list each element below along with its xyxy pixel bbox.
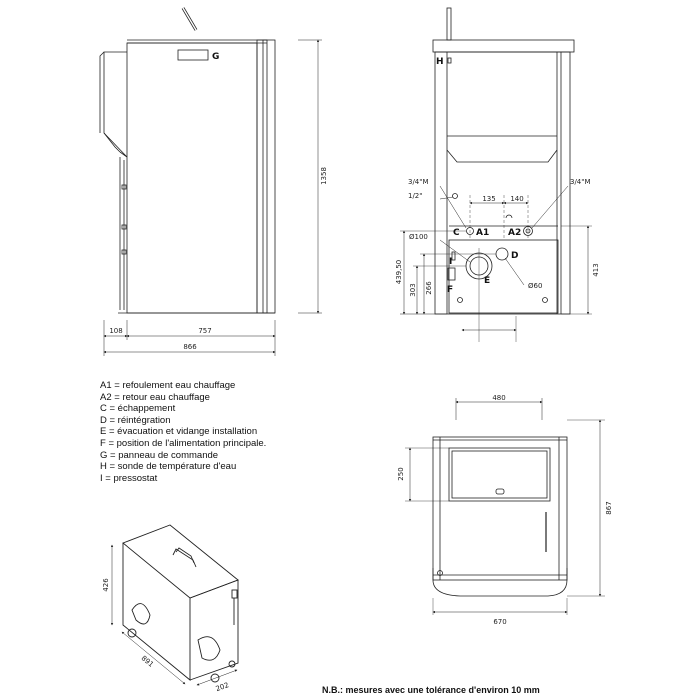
dim-d60: Ø60 [528, 282, 543, 290]
dim-250: 250 [397, 467, 405, 481]
dim-140: 140 [510, 195, 524, 203]
legend-item: C = échappement [100, 403, 176, 415]
legend-item: A1 = refoulement eau chauffage [100, 380, 236, 391]
dim-413: 413 [592, 263, 600, 277]
dim-480: 480 [492, 394, 506, 402]
isometric-view [112, 525, 238, 685]
dim-135: 135 [482, 195, 496, 203]
legend-item: F = position de l'alimentation principale. [100, 437, 267, 449]
dim-d100: Ø100 [409, 233, 428, 241]
label-i: I [449, 257, 453, 267]
label-f: F [447, 285, 454, 295]
legend-item: I = pressostat [100, 472, 158, 484]
dim-867: 867 [605, 501, 613, 515]
legend [100, 380, 266, 484]
top-view [405, 398, 605, 615]
legend-item: A2 = retour eau chauffage [100, 391, 210, 403]
dim-439-50: 439,50 [395, 259, 403, 285]
tolerance-note: N.B.: mesures avec une tolérance d'environ 10 mm [322, 685, 540, 695]
thread-a1: 3/4"M [408, 178, 429, 186]
dim-670: 670 [493, 618, 507, 626]
dim-426: 426 [102, 578, 110, 592]
legend-item: E = évacuation et vidange installation [100, 426, 258, 438]
dim-depth-757: 757 [198, 327, 212, 335]
thread-c: 1/2" [408, 192, 423, 200]
dim-height-1358: 1358 [320, 167, 328, 185]
label-e: E [484, 276, 491, 286]
dim-303: 303 [409, 283, 417, 297]
legend-item: G = panneau de commande [100, 449, 219, 461]
label-a1: A1 [476, 228, 490, 238]
label-d: D [511, 251, 519, 261]
thread-a2: 3/4"M [570, 178, 591, 186]
side-view [100, 8, 322, 356]
dim-891: 891 [139, 654, 155, 669]
label-c: C [453, 228, 460, 238]
legend-item: D = réintégration [100, 414, 171, 426]
legend-item: H = sonde de température d'eau [100, 461, 237, 473]
dim-202: 202 [214, 681, 230, 694]
dim-266: 266 [425, 281, 433, 295]
label-h: H [436, 57, 444, 67]
dim-depth-108: 108 [109, 327, 123, 335]
label-g: G [212, 52, 220, 62]
dim-depth-866: 866 [183, 343, 197, 351]
label-a2: A2 [508, 228, 522, 238]
